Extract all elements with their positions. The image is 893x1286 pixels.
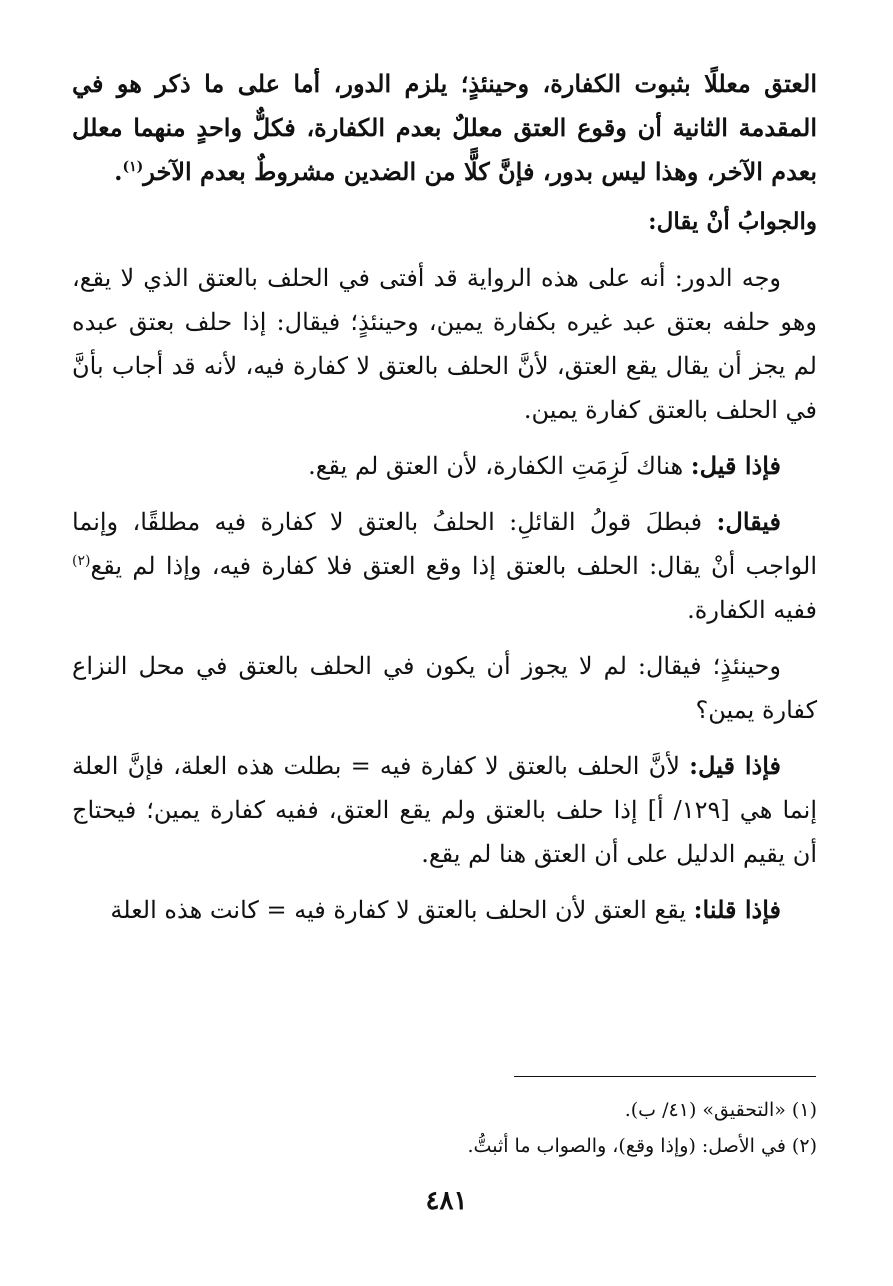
paragraph-5-text: لأنَّ الحلف بالعتق لا كفارة فيه = بطلت هذه العلة، فإنَّ العلة إنما هي [١٢٩/ أ] إذا حلف بالعتق ولم يقع العتق، ففيه كفارة يمين؛ فيحتاج أن يقيم الدليل على أن العتق هنا لم يقع. bbox=[72, 752, 817, 868]
footnote-separator bbox=[514, 1076, 816, 1077]
paragraph-0-text: العتق معللًا بثبوت الكفارة، وحينئذٍ؛ يلزم الدور، أما على ما ذكر هو في المقدمة الثانية أن وقوع العتق معللٌ بعدم الكفارة، فكلٌّ واحدٍ منهما معلل بعدم الآخر، وهذا ليس بدور، فإنَّ كلًّا من الضدين مشروطٌ بعدم الآخر bbox=[72, 69, 817, 186]
footnote-ref-2[interactable]: (٢) bbox=[72, 553, 91, 569]
paragraph-2-lead: فإذا قيل: bbox=[690, 451, 781, 480]
paragraph-4: وحينئذٍ؛ فيقال: لم لا يجوز أن يكون في الحلف بالعتق في محل النزاع كفارة يمين؟ bbox=[72, 652, 817, 724]
footnote-ref-1[interactable]: (١) bbox=[122, 159, 144, 175]
paragraph-3-lead: فيقال: bbox=[716, 507, 781, 536]
paragraph-6-lead: فإذا قلنا: bbox=[693, 895, 781, 924]
paragraph-6 bbox=[72, 888, 817, 932]
paragraph-5 bbox=[72, 744, 817, 876]
footnotes bbox=[72, 1092, 817, 1164]
section-heading: والجوابُ أنْ يقال: bbox=[648, 208, 817, 235]
paragraph-6-text: يقع العتق لأن الحلف بالعتق لا كفارة فيه = كانت هذه العلة bbox=[110, 896, 694, 924]
paragraph-2-text: هناك لَزِمَتِ الكفارة، لأن العتق لم يقع. bbox=[308, 452, 691, 480]
paragraph-2 bbox=[72, 444, 817, 488]
paragraph-0-end: . bbox=[114, 157, 123, 186]
paragraph-3-end: ففيه الكفارة. bbox=[687, 596, 817, 624]
page-body bbox=[72, 62, 817, 932]
page-number: ٤٨١ bbox=[425, 1186, 468, 1216]
footnote-1: (١) «التحقيق» (٤١/ ب). bbox=[624, 1099, 817, 1121]
paragraph-5-lead: فإذا قيل: bbox=[689, 751, 781, 780]
paragraph-0 bbox=[72, 62, 817, 194]
paragraph-3-text: فبطلَ قولُ القائلِ: الحلفُ بالعتق لا كفارة فيه مطلقًا، وإنما الواجب أنْ يقال: الحلف بالعتق إذا وقع العتق فلا كفارة فيه، وإذا لم يقع bbox=[72, 508, 817, 580]
paragraph-3 bbox=[72, 500, 817, 632]
footnote-2: (٢) في الأصل: (وإذا وقع)، والصواب ما أثبتُّ. bbox=[467, 1135, 817, 1157]
paragraph-1: وجه الدور: أنه على هذه الرواية قد أفتى في الحلف بالعتق الذي لا يقع، وهو حلفه بعتق عبد غيره بكفارة يمين، وحينئذٍ؛ فيقال: إذا حلف بعتق عبده لم يجز أن يقال يقع العتق، لأنَّ الحلف بالعتق لا كفارة فيه، لأنه قد أجاب بأنَّ في الحلف بالعتق كفارة يمين. bbox=[72, 264, 817, 424]
